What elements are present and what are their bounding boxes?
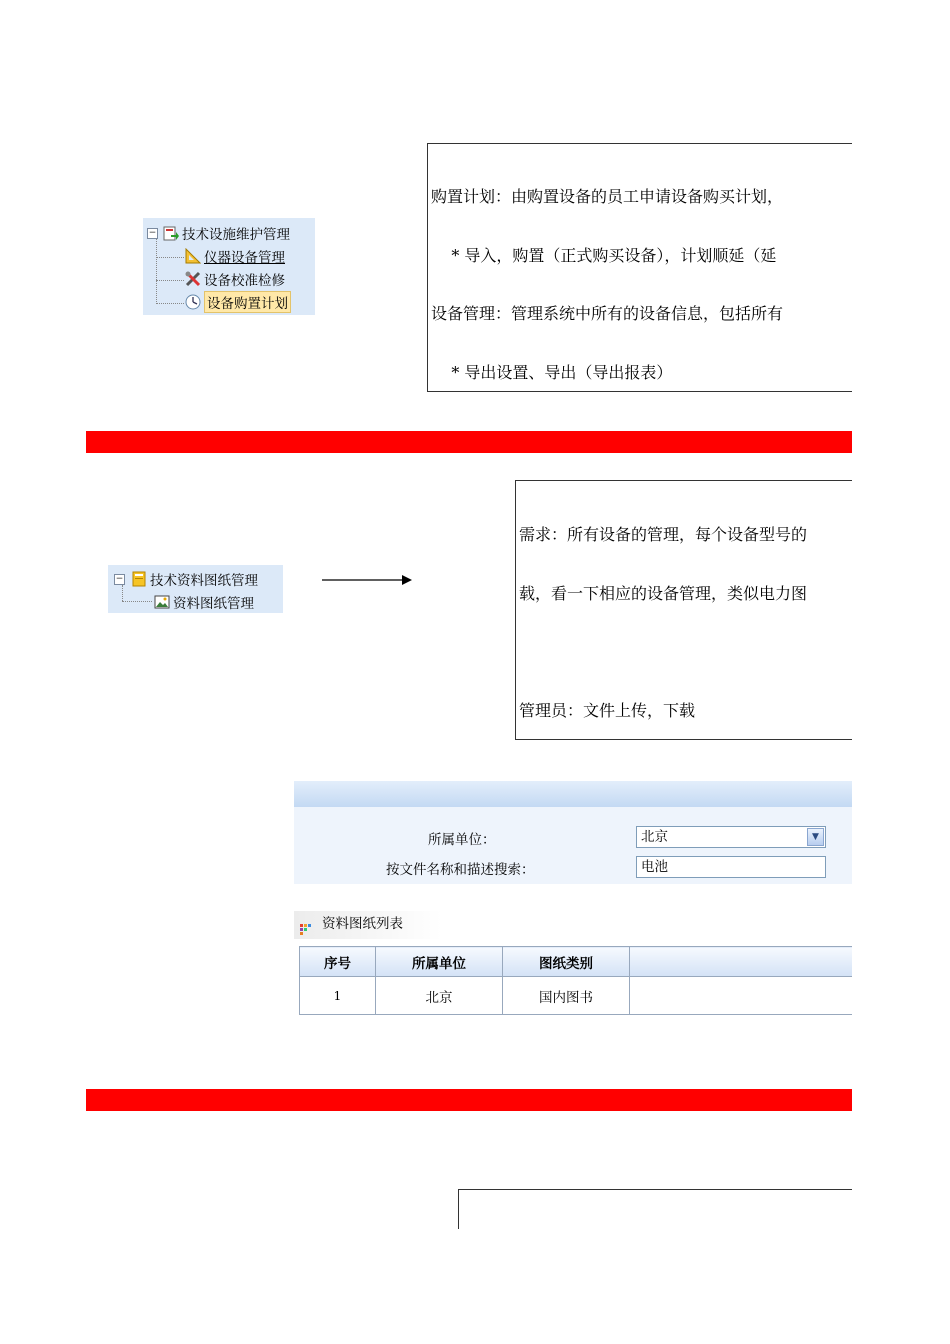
tree-node-label: 设备校准检修 — [204, 273, 285, 289]
note-box-facility — [427, 143, 852, 392]
ruler-triangle-icon — [185, 248, 201, 264]
tools-icon — [185, 271, 201, 287]
tree-node-label: 技术资料图纸管理 — [150, 573, 258, 589]
unit-label: 所属单位： — [428, 832, 496, 848]
keyword-input-value: 电池 — [641, 859, 668, 875]
tree-node-drawings[interactable] — [154, 592, 254, 612]
note-line: * 导入，购置（正式购买设备），计划顺延（延 — [431, 245, 777, 265]
note-line: 管理员：文件上传，下载 — [519, 700, 696, 720]
book-icon — [131, 571, 147, 587]
table-cell: 国内图书 — [503, 977, 630, 1015]
note-line: 载，看一下相应的设备管理，类似电力图 — [519, 583, 808, 603]
tree-panel-documents — [108, 565, 283, 613]
tree-node-documents-root[interactable] — [131, 569, 258, 589]
search-form — [294, 807, 852, 884]
note-line: 购置计划：由购置设备的员工申请设备购买计划， — [431, 187, 784, 206]
clock-icon — [185, 294, 201, 310]
tree-node-label: 技术设施维护管理 — [182, 227, 290, 243]
tree-node-label: 设备购置计划 — [204, 291, 291, 313]
collapse-toggle[interactable]: − — [148, 228, 157, 238]
table-row[interactable] — [300, 977, 853, 1015]
keyword-input[interactable] — [636, 856, 826, 878]
table-cell — [630, 977, 853, 1015]
column-header — [630, 947, 853, 977]
chevron-down-icon[interactable]: ▼ — [807, 828, 824, 846]
column-header[interactable]: 图纸类别 — [503, 947, 630, 977]
section-divider — [86, 431, 852, 453]
list-tab — [294, 911, 442, 939]
column-header[interactable]: 所属单位 — [376, 947, 503, 977]
unit-select-value: 北京 — [641, 829, 668, 845]
keyword-label: 按文件名称和描述搜索： — [386, 862, 535, 878]
tree-node-facility-root[interactable] — [163, 223, 290, 243]
tree-node-instrument[interactable] — [185, 246, 285, 266]
tree-node-purchase-plan[interactable] — [185, 292, 291, 312]
section-divider — [86, 1089, 852, 1111]
table-cell: 1 — [300, 977, 376, 1015]
note-line: 设备管理：管理系统中所有的设备信息，包括所有 — [431, 304, 784, 323]
collapse-toggle[interactable]: − — [115, 574, 124, 584]
table-cell: 北京 — [376, 977, 503, 1015]
tree-node-label: 资料图纸管理 — [173, 596, 254, 612]
note-line: 需求：所有设备的管理，每个设备型号的 — [519, 525, 808, 544]
tree-node-calibration[interactable] — [185, 269, 285, 289]
tree-node-label: 仪器设备管理 — [204, 250, 285, 266]
folder-arrow-icon — [163, 225, 179, 241]
note-box-documents — [515, 480, 852, 740]
unit-select[interactable] — [636, 826, 826, 848]
arrow-right-icon — [322, 571, 412, 583]
drawings-table — [299, 946, 852, 1015]
tree-panel-facility — [143, 218, 315, 315]
list-tab-label: 资料图纸列表 — [322, 916, 403, 932]
column-header[interactable]: 序号 — [300, 947, 376, 977]
note-box-stations — [458, 1189, 852, 1229]
note-line — [519, 642, 852, 662]
search-form-header — [294, 781, 852, 807]
image-icon — [154, 594, 170, 610]
table-header-row — [300, 947, 853, 977]
note-line: * 导出设置、导出（导出报表） — [431, 362, 673, 382]
grid-dots-icon — [300, 919, 314, 945]
